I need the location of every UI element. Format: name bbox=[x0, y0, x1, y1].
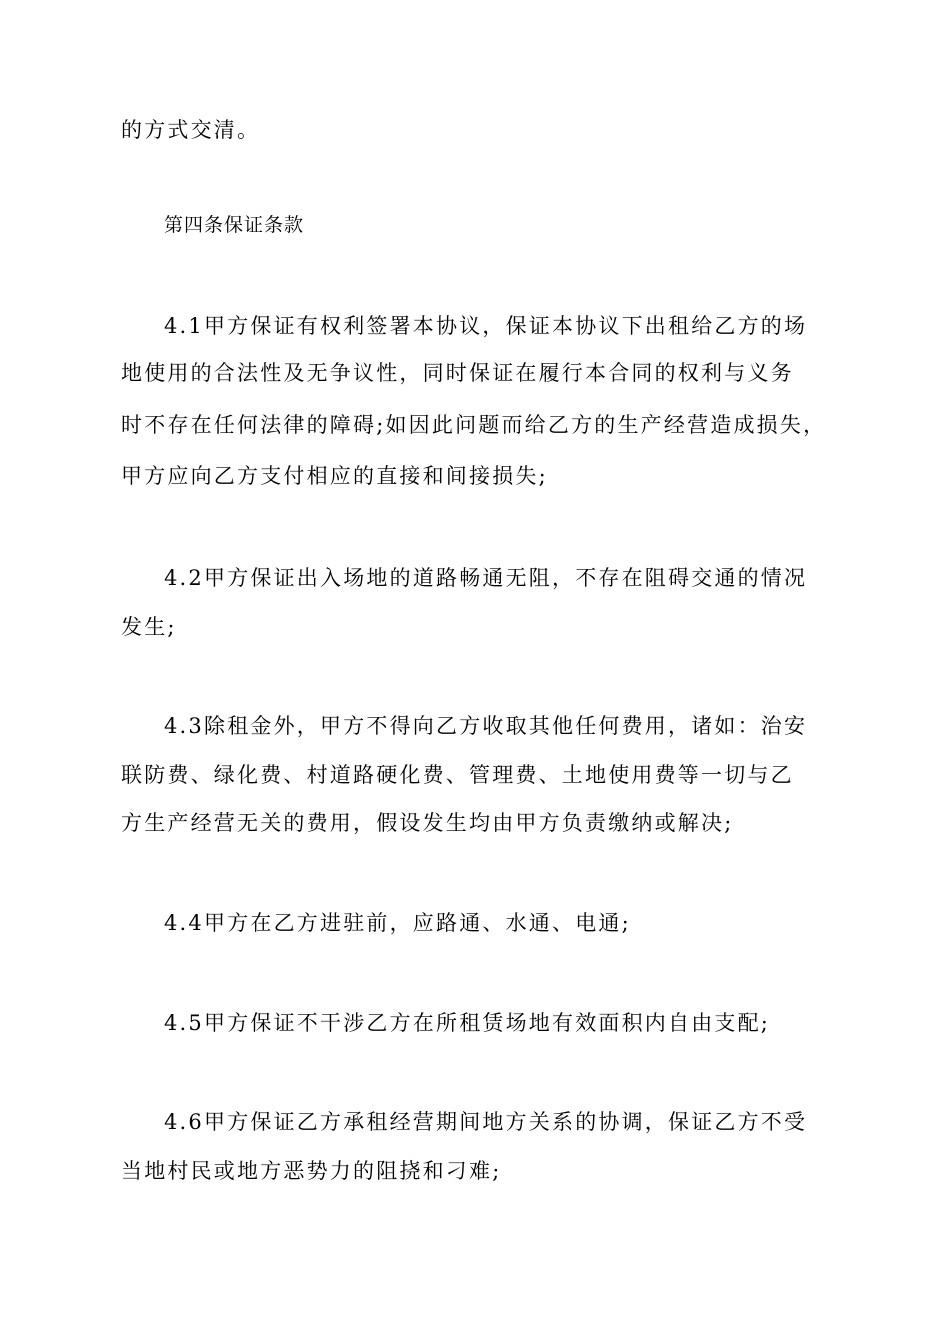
clause-4-6-line-1: 4.6甲方保证乙方承租经营期间地方关系的协调，保证乙方不受 bbox=[164, 1110, 808, 1134]
clause-4-1-line-4: 甲方应向乙方支付相应的直接和间接损失; bbox=[121, 464, 548, 488]
clause-4-1-line-3: 时不存在任何法律的障碍;如因此问题而给乙方的生产经营造成损失， bbox=[121, 413, 827, 437]
clause-4-2-line-1: 4.2甲方保证出入场地的道路畅通无阻，不存在阻碍交通的情况 bbox=[164, 566, 808, 590]
clause-4-3-line-2: 联防费、绿化费、村道路硬化费、管理费、土地使用费等一切与乙 bbox=[121, 763, 794, 787]
clause-4-2-line-2: 发生; bbox=[121, 615, 177, 639]
clause-4-1-line-2: 地使用的合法性及无争议性，同时保证在履行本合同的权利与义务 bbox=[121, 361, 794, 385]
clause-4-1-line-1: 4.1甲方保证有权利签署本协议，保证本协议下出租给乙方的场 bbox=[164, 314, 808, 338]
clause-4-3-line-1: 4.3除租金外，甲方不得向乙方收取其他任何费用，诸如：治安 bbox=[164, 714, 808, 738]
text-line: 的方式交清。 bbox=[121, 118, 261, 142]
clause-4-6-line-2: 当地村民或地方恶势力的阻挠和刁难; bbox=[121, 1159, 502, 1183]
clause-4-3-line-3: 方生产经营无关的费用，假设发生均由甲方负责缴纳或解决; bbox=[121, 811, 734, 835]
section-heading: 第四条保证条款 bbox=[164, 214, 305, 236]
clause-4-5: 4.5甲方保证不干涉乙方在所租赁场地有效面积内自由支配; bbox=[164, 1011, 771, 1035]
clause-4-4: 4.4甲方在乙方进驻前，应路通、水通、电通; bbox=[164, 911, 631, 935]
